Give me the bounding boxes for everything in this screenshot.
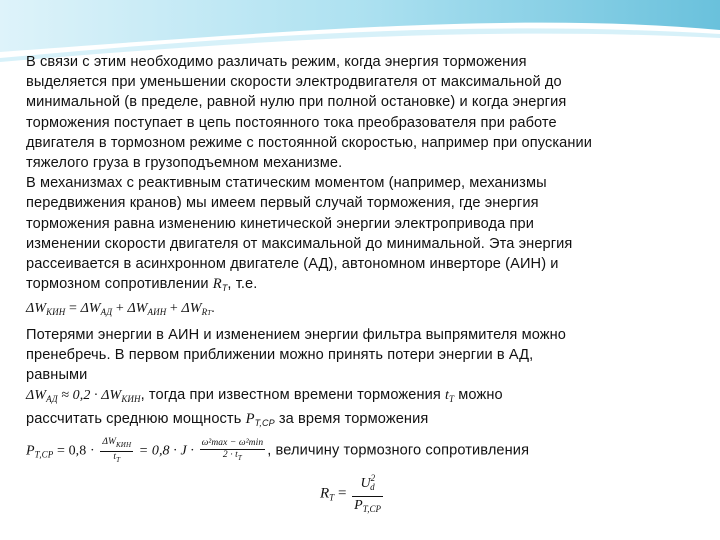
fraction-omega-difference — [200, 438, 266, 464]
text-line: двигателя в тормозном режиме с постоянной скоростью, например при опускании — [26, 134, 593, 151]
math-superscript: 2 — [370, 473, 376, 483]
math-term: t — [113, 451, 117, 462]
fraction-numerator — [352, 470, 383, 497]
text-fragment: , т.е. — [227, 276, 258, 293]
math-subscript: АИН — [147, 307, 167, 318]
text-line: выделяется при уменьшении скорости электродвигателя от максимальной до — [26, 74, 562, 91]
text-fragment: рассчитать среднюю мощность — [26, 411, 246, 428]
math-term: P — [354, 498, 363, 513]
math-term: U — [360, 476, 371, 491]
math-subscript: Т — [221, 283, 228, 294]
text-fragment: тормозном сопротивлении — [26, 276, 209, 293]
math-term: ΔW — [102, 436, 117, 447]
fraction-denominator — [100, 452, 133, 466]
math-op: + — [166, 301, 182, 317]
math-term: ΔW — [80, 301, 101, 317]
fraction-voltage-over-power — [352, 470, 383, 518]
fraction-denominator — [352, 497, 383, 518]
text-fragment: за время торможения — [274, 411, 429, 428]
math-symbol: t — [445, 388, 450, 404]
math-subscript: Т — [116, 455, 121, 464]
math-term: ΔW — [181, 301, 202, 317]
text-line: торможения поступает в цепь постоянного тока преобразователя при работе — [26, 114, 557, 131]
math-subscript: Т — [329, 492, 335, 503]
math-subscript: d — [370, 482, 375, 492]
text-line: В связи с этим необходимо различать режим, когда энергия торможения — [26, 54, 527, 70]
fraction-numerator — [100, 437, 133, 452]
math-term: ≈ 0,2 · ΔW — [57, 388, 122, 404]
energy-balance-equation — [26, 299, 704, 323]
brake-resistance-equation — [320, 470, 385, 518]
math-op: + — [112, 301, 128, 317]
paragraph-3 — [26, 325, 704, 386]
text-fragment: можно — [454, 387, 503, 404]
text-line: В механизмах с реактивным статическим моментом (например, механизмы — [26, 175, 547, 192]
math-symbol: R — [212, 276, 222, 293]
math-subscript-main: R — [201, 307, 208, 318]
math-term: 2 · t — [222, 450, 238, 461]
math-term: ΔW — [127, 301, 148, 317]
fraction-denominator — [200, 450, 266, 464]
motor-loss-equation-line — [26, 385, 704, 409]
math-op: = — [334, 485, 351, 502]
math-op: = — [65, 301, 81, 317]
math-symbol: P — [245, 411, 255, 428]
math-subscript: Т,СР — [362, 504, 382, 514]
slide-body — [26, 52, 704, 466]
text-line: тяжелого груза в грузоподъемном механизме. — [26, 155, 343, 172]
text-line: минимальной (в пределе, равной нулю при полной остановке) и когда энергия — [26, 94, 567, 111]
math-subscript — [202, 307, 212, 317]
mean-power-equation — [26, 437, 704, 466]
math-op: = 0,8 · J · — [135, 443, 198, 459]
text-line: торможения равна изменению кинетической энергии электропривода при — [26, 215, 534, 232]
math-op: . — [211, 301, 215, 317]
math-subscript: КИН — [116, 440, 132, 449]
math-term: P — [26, 443, 35, 459]
math-subscript: АД — [100, 307, 113, 318]
math-op: = 0,8 · — [53, 443, 99, 459]
math-subscript: КИН — [46, 307, 66, 318]
text-line-rt — [26, 274, 704, 298]
text-line: Потерями энергии в АИН и изменением энергии фильтра выпрямителя можно — [26, 326, 567, 343]
mean-power-line — [26, 409, 704, 433]
math-subscript-inner: Т — [207, 309, 212, 318]
math-subscript: Т,СР — [254, 418, 275, 429]
math-term: ΔW — [26, 388, 47, 404]
text-line: пренебречь. В первом приближении можно принять потери энергии в АД, — [26, 346, 534, 363]
paragraph-1 — [26, 52, 704, 173]
text-fragment: , тогда при известном времени торможения — [140, 387, 446, 404]
fraction-numerator: ω²max − ω²min — [201, 438, 264, 449]
fraction-energy-over-time — [100, 437, 133, 466]
text-line: передвижения кранов) мы имеем первый случай торможения, где энергия — [26, 195, 539, 212]
math-subscript: Т,СР — [34, 449, 54, 460]
math-subscript: Т — [237, 454, 242, 463]
math-subscript: КИН — [121, 394, 141, 405]
text-line: рассеивается в асинхронном двигателе (АД), автономном инверторе (АИН) и — [26, 256, 559, 273]
math-subscript: Т — [449, 394, 455, 405]
math-term: R — [320, 485, 330, 502]
paragraph-2 — [26, 173, 704, 298]
text-line: изменении скорости двигателя от максимальной до минимальной. Эта энергия — [26, 235, 573, 252]
math-term: ΔW — [26, 301, 47, 317]
text-line: равными — [26, 367, 88, 384]
math-subscript: АД — [46, 394, 58, 405]
text-fragment: , величину тормозного сопротивления — [267, 442, 530, 459]
